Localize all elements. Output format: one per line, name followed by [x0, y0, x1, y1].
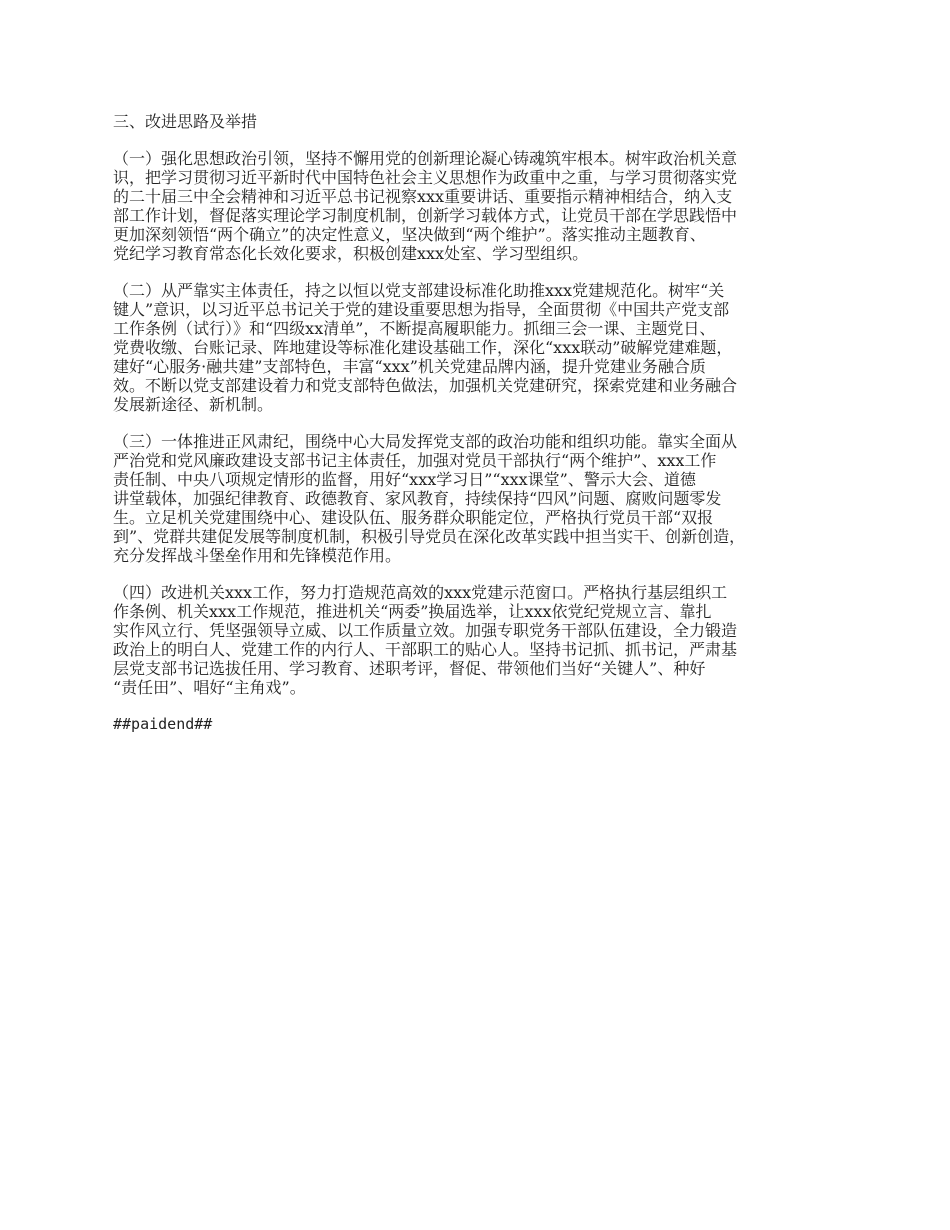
paragraph-line: 党纪学习教育常态化长效化要求，积极创建xxx处室、学习型组织。 — [113, 244, 589, 263]
paragraph-line: 严治党和党风廉政建设支部书记主体责任，加强对党员干部执行“两个维护”、xxx工作 — [113, 451, 717, 470]
document-page — [113, 112, 851, 734]
paragraph-line: 作条例、机关xxx工作规范，推进机关“两委”换届选举，让xxx依党纪党规立言、靠扎 — [113, 602, 712, 621]
paragraph-line: 责任制、中央八项规定情形的监督，用好“xxx学习日”“xxx课堂”、警示大会、道德 — [113, 470, 696, 489]
paragraph-line: 部工作计划，督促落实理论学习制度机制，创新学习载体方式，让党员干部在学思践悟中 — [113, 206, 738, 225]
paragraph-line: （一）强化思想政治引领，坚持不懈用党的创新理论凝心铸魂筑牢根本。树牢政治机关意 — [113, 149, 738, 168]
paragraph-line: 政治上的明白人、党建工作的内行人、干部职工的贴心人。坚持书记抓、抓书记，严肃基 — [113, 640, 738, 659]
paragraph-line: 充分发挥战斗堡垒作用和先锋模范作用。 — [113, 546, 402, 565]
paragraph-line: （三）一体推进正风肃纪，围绕中心大局发挥党支部的政治功能和组织功能。靠实全面从 — [113, 432, 738, 451]
end-marker: ##paidend## — [113, 715, 213, 733]
section-heading: 三、改进思路及举措 — [113, 112, 258, 131]
paragraph-line: 层党支部书记选拔任用、学习教育、述职考评，督促、带领他们当好“关键人”、种好 — [113, 659, 706, 678]
paragraph-1 — [113, 149, 851, 263]
paragraph-line: 讲堂载体，加强纪律教育、政德教育、家风教育，持续保持“四风”问题、腐败问题零发 — [113, 489, 722, 508]
paragraph-line: 建好“心服务·融共建”支部特色，丰富“xxx”机关党建品牌内涵，提升党建业务融合质 — [113, 357, 706, 376]
paragraph-line: 的二十届三中全会精神和习近平总书记视察xxx重要讲话、重要指示精神相结合，纳入支 — [113, 187, 733, 206]
paragraph-line: “责任田”、唱好“主角戏”。 — [113, 678, 306, 697]
paragraph-line: 生。立足机关党建围绕中心、建设队伍、服务群众职能定位，严格执行党员干部“双报 — [113, 508, 714, 527]
paragraph-line: 更加深刻领悟“两个确立”的决定性意义，坚决做到“两个维护”。落实推动主题教育、 — [113, 225, 706, 244]
paragraph-line: 党费收缴、台账记录、阵地建设等标准化建设基础工作，深化“xxx联动”破解党建难题， — [113, 338, 733, 357]
paragraph-line: 工作条例（试行）》和“四级xx清单”，不断提高履职能力。抓细三会一课、主题党日、 — [113, 319, 716, 338]
paragraph-line: 到”、党群共建促发展等制度机制，积极引导党员在深化改革实践中担当实干、创新创造， — [113, 527, 746, 546]
paragraph-line: （二）从严靠实主体责任，持之以恒以党支部建设标准化助推xxx党建规范化。树牢“关 — [113, 281, 725, 300]
paragraph-3 — [113, 432, 851, 565]
paragraph-line: 发展新途径、新机制。 — [113, 395, 274, 414]
paragraph-line: 识，把学习贯彻习近平新时代中国特色社会主义思想作为政重中之重，与学习贯彻落实党 — [113, 168, 738, 187]
paragraph-line: 效。不断以党支部建设着力和党支部特色做法，加强机关党建研究，探索党建和业务融合 — [113, 376, 738, 395]
paragraph-line: （四）改进机关xxx工作，努力打造规范高效的xxx党建示范窗口。严格执行基层组织工 — [113, 583, 728, 602]
paragraph-4 — [113, 583, 851, 697]
paragraph-2 — [113, 281, 851, 414]
paragraph-line: 实作风立行、凭坚强领导立威、以工作质量立效。加强专职党务干部队伍建设，全力锻造 — [113, 621, 738, 640]
paragraph-line: 键人”意识，以习近平总书记关于党的建设重要思想为指导，全面贯彻《中国共产党支部 — [113, 300, 730, 319]
